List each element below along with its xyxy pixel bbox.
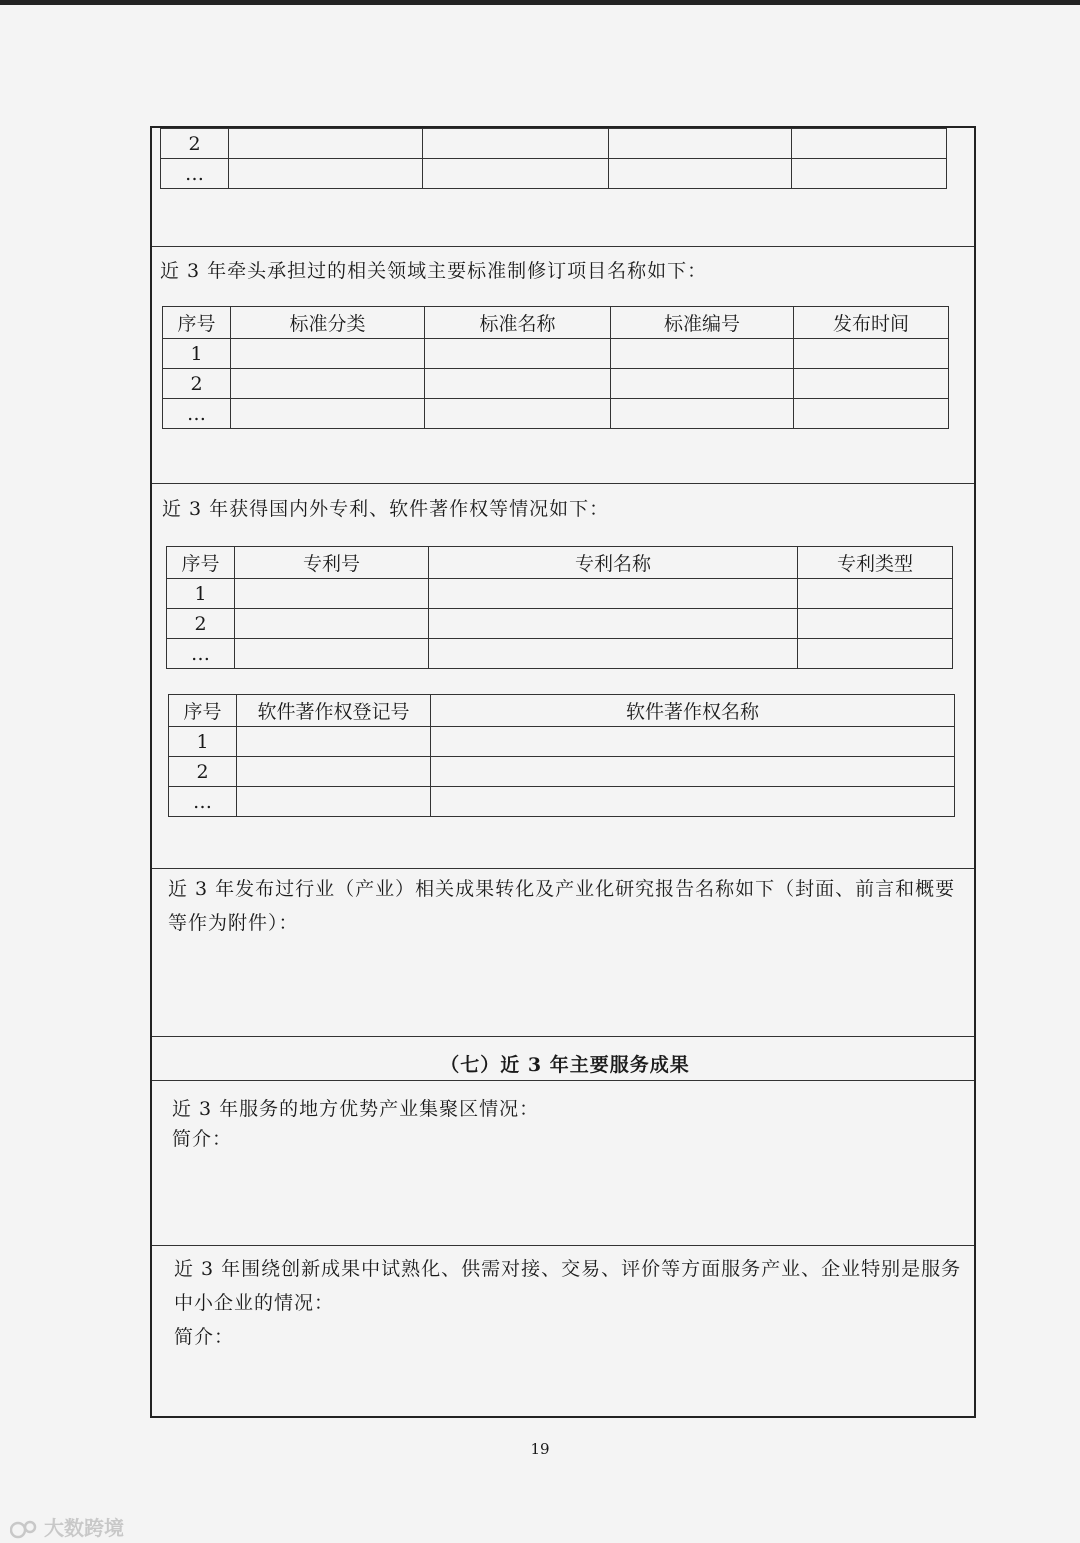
table-cell: [425, 369, 611, 399]
table-cell: [794, 399, 949, 429]
table-cell: [611, 399, 794, 429]
column-header: 专利号: [235, 547, 429, 579]
table-row: [161, 129, 947, 159]
table-cell: 1: [169, 727, 237, 757]
table-cell: [798, 609, 953, 639]
column-header: 标准名称: [425, 307, 611, 339]
table-cell: 2: [163, 369, 231, 399]
section-divider: [152, 483, 974, 484]
watermark: [10, 1512, 124, 1541]
table-row: [163, 339, 949, 369]
watermark-text: 大数跨境: [44, 1516, 124, 1540]
section-divider: [152, 868, 974, 869]
table-row: [167, 639, 953, 669]
table-cell: [429, 579, 798, 609]
table-cell: [792, 159, 947, 189]
table-cell: [237, 757, 431, 787]
table-header-row: [169, 695, 955, 727]
table-cell: 1: [163, 339, 231, 369]
table-cell: [794, 369, 949, 399]
table-cell: …: [167, 639, 235, 669]
table-row: [161, 159, 947, 189]
table-cell: …: [163, 399, 231, 429]
table-header-row: [167, 547, 953, 579]
table-row: [163, 369, 949, 399]
table-cell: [231, 339, 425, 369]
column-header: 标准分类: [231, 307, 425, 339]
table-row: [167, 609, 953, 639]
table-header-row: [163, 307, 949, 339]
standards-title: 近 3 年牵头承担过的相关领域主要标准制修订项目名称如下：: [160, 260, 708, 282]
table-cell: [237, 787, 431, 817]
table-row: [167, 579, 953, 609]
cluster-line: 近 3 年服务的地方优势产业集聚区情况：: [172, 1098, 540, 1120]
table-cell: [609, 159, 792, 189]
column-header: 软件著作权名称: [431, 695, 955, 727]
table-cell: 2: [169, 757, 237, 787]
table-row: [169, 787, 955, 817]
table-cell: [611, 339, 794, 369]
column-header: 发布时间: [794, 307, 949, 339]
patents-title: 近 3 年获得国内外专利、软件著作权等情况如下：: [162, 498, 610, 520]
table-cell: [609, 129, 792, 159]
table-cell: …: [161, 159, 229, 189]
standards-table: [162, 306, 949, 429]
table-cell: [235, 609, 429, 639]
table-cell: [423, 129, 609, 159]
table-cell: [423, 159, 609, 189]
table-cell: [431, 757, 955, 787]
watermark-logo-icon: [10, 1519, 40, 1541]
table-cell: 2: [161, 129, 229, 159]
section-divider: [152, 1080, 974, 1081]
column-header: 专利名称: [429, 547, 798, 579]
table-row: [163, 399, 949, 429]
reports-text: 近 3 年发布过行业（产业）相关成果转化及产业化研究报告名称如下（封面、前言和概要等作为附件）：: [168, 878, 956, 934]
table-cell: 2: [167, 609, 235, 639]
table-cell: [611, 369, 794, 399]
column-header: 序号: [167, 547, 235, 579]
column-header: 序号: [169, 695, 237, 727]
table-cell: [237, 727, 431, 757]
table-cell: [229, 129, 423, 159]
page-number: 19: [530, 1440, 550, 1458]
column-header: 标准编号: [611, 307, 794, 339]
section-divider: [152, 1036, 974, 1037]
table-cell: [425, 399, 611, 429]
table-row: [169, 757, 955, 787]
table-cell: [231, 399, 425, 429]
column-header: 软件著作权登记号: [237, 695, 431, 727]
section-divider: [152, 1245, 974, 1246]
table-cell: [425, 339, 611, 369]
section-heading: （七）近 3 年主要服务成果: [440, 1054, 690, 1076]
table-cell: [431, 727, 955, 757]
table-cell: [431, 787, 955, 817]
table-cell: [231, 369, 425, 399]
table-cell: [792, 129, 947, 159]
table-cell: [798, 579, 953, 609]
patents-table: [166, 546, 953, 669]
software-table: [168, 694, 955, 817]
scan-top-edge: [0, 0, 1080, 5]
table-cell: 1: [167, 579, 235, 609]
table-cell: [798, 639, 953, 669]
table-cell: [429, 609, 798, 639]
table-row: [169, 727, 955, 757]
table-cell: [229, 159, 423, 189]
innovation-intro-label: 简介：: [174, 1326, 235, 1348]
column-header: 序号: [163, 307, 231, 339]
table-cell: …: [169, 787, 237, 817]
table-cell: [794, 339, 949, 369]
table-cell: [235, 579, 429, 609]
table-cell: [235, 639, 429, 669]
section-divider: [152, 246, 974, 247]
continued-table: [160, 128, 947, 189]
table-cell: [429, 639, 798, 669]
innovation-line: 近 3 年围绕创新成果中试熟化、供需对接、交易、评价等方面服务产业、企业特别是服务中小企业的情况：: [174, 1258, 962, 1314]
column-header: 专利类型: [798, 547, 953, 579]
cluster-intro-label: 简介：: [172, 1128, 233, 1150]
form-frame: [150, 126, 976, 1418]
